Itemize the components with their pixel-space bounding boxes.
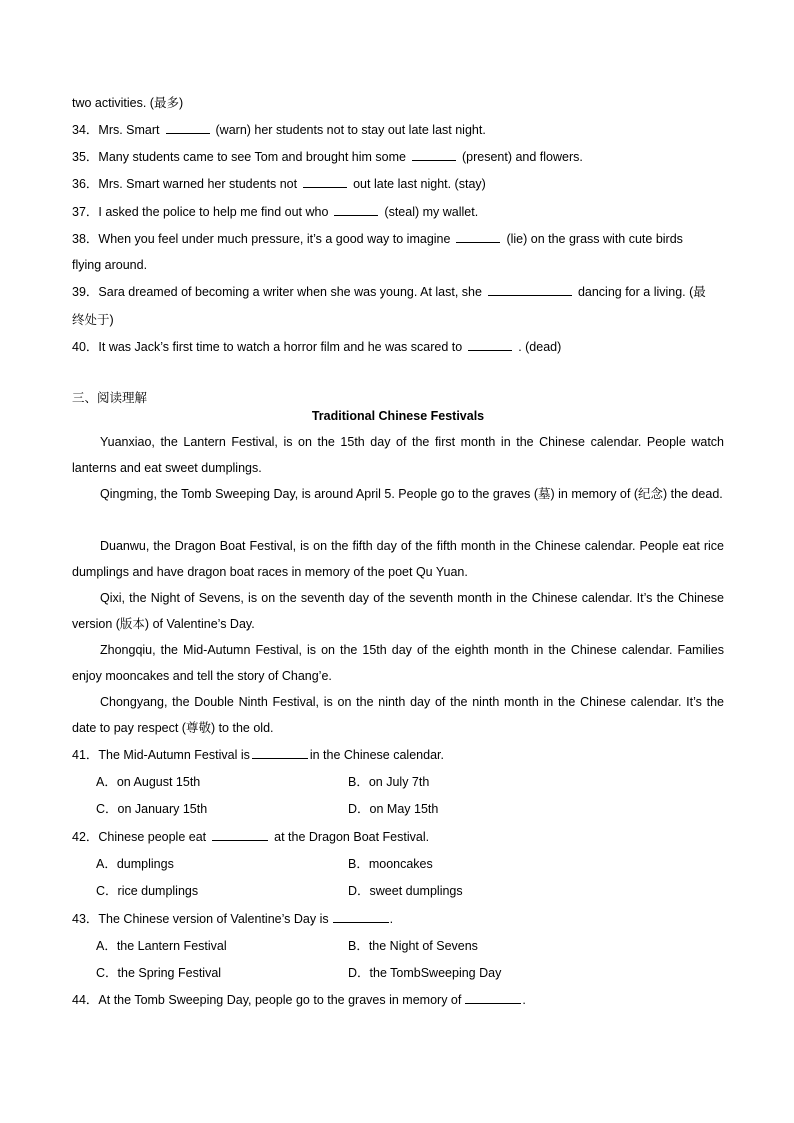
option-c[interactable]: C．the Spring Festival bbox=[96, 966, 222, 980]
item-number: 39． bbox=[72, 285, 99, 299]
answer-blank[interactable] bbox=[334, 203, 378, 216]
fill-in-item-40 bbox=[72, 338, 724, 356]
answer-blank[interactable] bbox=[212, 828, 268, 841]
option-b[interactable]: B．the Night of Sevens bbox=[348, 939, 478, 953]
option-d[interactable]: D．on May 15th bbox=[348, 802, 439, 816]
question-text: Chinese people eat bbox=[98, 830, 207, 844]
answer-blank[interactable] bbox=[468, 338, 512, 351]
fill-in-item-39-continued: 终处于) bbox=[72, 313, 114, 327]
option-c[interactable]: C．on January 15th bbox=[96, 802, 208, 816]
item-number: 34． bbox=[72, 123, 99, 137]
option-a[interactable]: A．the Lantern Festival bbox=[96, 939, 227, 953]
passage-paragraph: Chongyang, the Double Ninth Festival, is on the ninth day of the ninth month in the Chinese calendar. It’s the date to pay respect (尊敬) to the old. bbox=[72, 695, 724, 735]
option-a[interactable]: A．dumplings bbox=[96, 857, 174, 871]
item-number: 36． bbox=[72, 177, 99, 191]
fill-in-item-39 bbox=[72, 283, 724, 301]
item-text-before: I asked the police to help me find out who bbox=[98, 205, 329, 219]
question-43 bbox=[72, 910, 724, 928]
question-number: 42． bbox=[72, 830, 99, 844]
section-title: 三、阅读理解 bbox=[72, 391, 148, 405]
item-text-after: (lie) on the grass with cute birds bbox=[506, 232, 683, 246]
question-number: 43． bbox=[72, 912, 99, 926]
passage-paragraph: Duanwu, the Dragon Boat Festival, is on the fifth day of the fifth month in the Chinese calendar. People eat rice dumplings and have dragon boat races in memory of the poet Qu Yuan. bbox=[72, 539, 724, 579]
answer-blank[interactable] bbox=[412, 148, 456, 161]
item-number: 38． bbox=[72, 232, 99, 246]
option-b[interactable]: B．on July 7th bbox=[348, 775, 430, 789]
option-d[interactable]: D．the TombSweeping Day bbox=[348, 966, 502, 980]
question-text: The Chinese version of Valentine’s Day is bbox=[98, 912, 329, 926]
item-number: 40． bbox=[72, 340, 99, 354]
question-text: in the Chinese calendar. bbox=[309, 748, 444, 762]
question-text: . bbox=[522, 993, 526, 1007]
answer-blank[interactable] bbox=[166, 121, 210, 134]
question-42 bbox=[72, 828, 724, 846]
option-d[interactable]: D．sweet dumplings bbox=[348, 884, 463, 898]
item-text-before: Mrs. Smart warned her students not bbox=[98, 177, 298, 191]
option-a[interactable]: A．on August 15th bbox=[96, 775, 201, 789]
answer-blank[interactable] bbox=[333, 910, 389, 923]
fill-in-item-37 bbox=[72, 203, 724, 221]
fill-in-item-36 bbox=[72, 175, 724, 193]
question-text: at the Dragon Boat Festival. bbox=[274, 830, 430, 844]
item-text-before: It was Jack’s first time to watch a horror film and he was scared to bbox=[98, 340, 463, 354]
item-text-after: (warn) her students not to stay out late last night. bbox=[215, 123, 486, 137]
item-text-before: Sara dreamed of becoming a writer when she was young. At last, she bbox=[98, 285, 482, 299]
passage-paragraph: Qingming, the Tomb Sweeping Day, is around April 5. People go to the graves (墓) in memory of (纪念) the dead. bbox=[100, 487, 723, 501]
fill-in-item-34 bbox=[72, 121, 724, 139]
passage-paragraph: Yuanxiao, the Lantern Festival, is on the 15th day of the first month in the Chinese calendar. People watch lanterns and eat sweet dumplings. bbox=[72, 435, 724, 475]
answer-blank[interactable] bbox=[465, 991, 521, 1004]
passage-paragraph: Qixi, the Night of Sevens, is on the seventh day of the seventh month in the Chinese calendar. It’s the Chinese version (版本) of Valentine’s Day. bbox=[72, 591, 724, 631]
answer-blank[interactable] bbox=[456, 230, 500, 243]
item-text-after: (present) and flowers. bbox=[461, 150, 583, 164]
item-number: 37． bbox=[72, 205, 99, 219]
question-text: The Mid-Autumn Festival is bbox=[98, 748, 250, 762]
item-text-before: Many students came to see Tom and brought him some bbox=[98, 150, 406, 164]
question-number: 44． bbox=[72, 993, 99, 1007]
question-text: . bbox=[389, 912, 394, 926]
question-44 bbox=[72, 991, 724, 1009]
option-b[interactable]: B．mooncakes bbox=[348, 857, 433, 871]
item-text-before: Mrs. Smart bbox=[98, 123, 160, 137]
question-number: 41． bbox=[72, 748, 99, 762]
option-c[interactable]: C．rice dumplings bbox=[96, 884, 199, 898]
fill-in-item-38-continued: flying around. bbox=[72, 258, 148, 272]
fill-in-item-35 bbox=[72, 148, 724, 166]
passage-title: Traditional Chinese Festivals bbox=[311, 409, 485, 423]
question-41 bbox=[72, 746, 724, 764]
question-text: At the Tomb Sweeping Day, people go to the graves in memory of bbox=[98, 993, 462, 1007]
answer-blank[interactable] bbox=[488, 283, 572, 296]
item-number: 35． bbox=[72, 150, 99, 164]
fill-in-item-38 bbox=[72, 230, 724, 248]
item-text-after: . (dead) bbox=[518, 340, 562, 354]
item-text-after: (steal) my wallet. bbox=[384, 205, 479, 219]
item-text-after: out late last night. (stay) bbox=[353, 177, 486, 191]
fill-in-intro-tail: two activities. (最多) bbox=[72, 96, 184, 110]
passage-paragraph: Zhongqiu, the Mid-Autumn Festival, is on the 15th day of the eighth month in the Chinese calendar. Families enjoy mooncakes and tell the story of Chang’e. bbox=[72, 643, 724, 683]
answer-blank[interactable] bbox=[303, 175, 347, 188]
answer-blank[interactable] bbox=[252, 746, 308, 759]
item-text-before: When you feel under much pressure, it’s a good way to imagine bbox=[98, 232, 451, 246]
item-text-after: dancing for a living. (最 bbox=[577, 285, 706, 299]
